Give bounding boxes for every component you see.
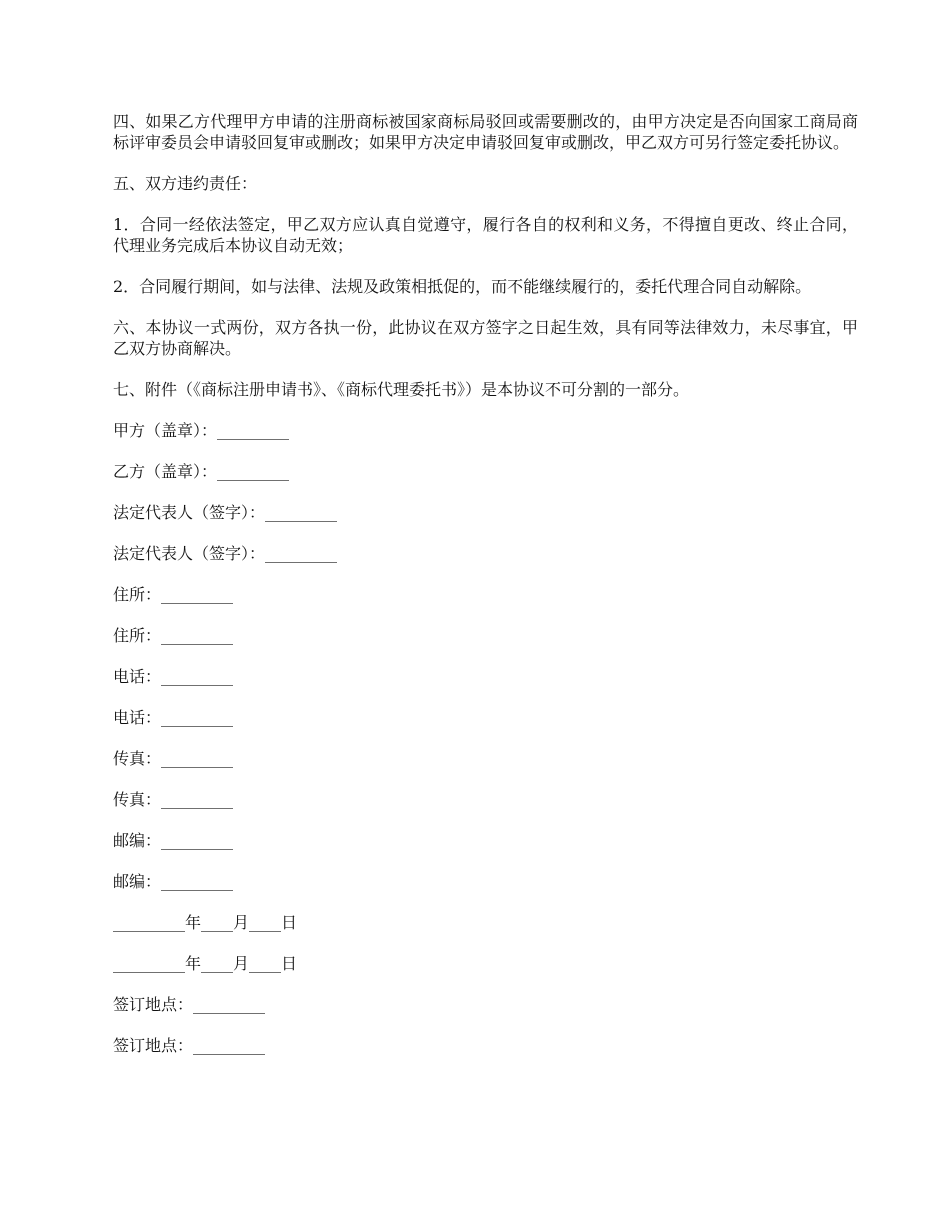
postcode-a-field: 邮编：_________ bbox=[113, 831, 234, 850]
location-a-field: 签订地点：_________ bbox=[113, 995, 266, 1014]
postcode-b-field: 邮编：_________ bbox=[113, 872, 234, 891]
clause-7: 七、附件（《商标注册申请书》、《商标代理委托书》）是本协议不可分割的一部分。 bbox=[113, 380, 690, 399]
party-b-seal-field: 乙方（盖章）：_________ bbox=[113, 462, 290, 481]
legal-rep-a-field: 法定代表人（签字）：_________ bbox=[113, 503, 338, 522]
date-b-field: _________年____月____日 bbox=[113, 954, 298, 973]
legal-rep-b-field: 法定代表人（签字）：_________ bbox=[113, 544, 338, 563]
clause-5-title: 五、双方违约责任： bbox=[113, 174, 258, 193]
fax-b-field: 传真：_________ bbox=[113, 790, 234, 809]
clause-4: 四、如果乙方代理甲方申请的注册商标被国家商标局驳回或需要删改的，由甲方决定是否向国家工商局商标评审委员会申请驳回复审或删改；如果甲方决定申请驳回复审或删改，甲乙双方可另行签定委托协议。 bbox=[113, 112, 858, 152]
document-page bbox=[113, 111, 858, 1076]
date-a-field: _________年____月____日 bbox=[113, 913, 298, 932]
fax-a-field: 传真：_________ bbox=[113, 749, 234, 768]
phone-b-field: 电话：_________ bbox=[113, 708, 234, 727]
phone-a-field: 电话：_________ bbox=[113, 667, 234, 686]
address-a-field: 住所：_________ bbox=[113, 585, 234, 604]
clause-5-item-2: 2．合同履行期间，如与法律、法规及政策相抵促的，而不能继续履行的，委托代理合同自动解除。 bbox=[113, 277, 812, 296]
clause-6: 六、本协议一式两份，双方各执一份，此协议在双方签字之日起生效，具有同等法律效力，未尽事宜，甲乙双方协商解决。 bbox=[113, 318, 858, 358]
location-b-field: 签订地点：_________ bbox=[113, 1036, 266, 1055]
party-a-seal-field: 甲方（盖章）：_________ bbox=[113, 421, 290, 440]
address-b-field: 住所：_________ bbox=[113, 626, 234, 645]
clause-5-item-1: 1．合同一经依法签定，甲乙双方应认真自觉遵守，履行各自的权利和义务，不得擅自更改、终止合同，代理业务完成后本协议自动无效； bbox=[113, 215, 858, 255]
